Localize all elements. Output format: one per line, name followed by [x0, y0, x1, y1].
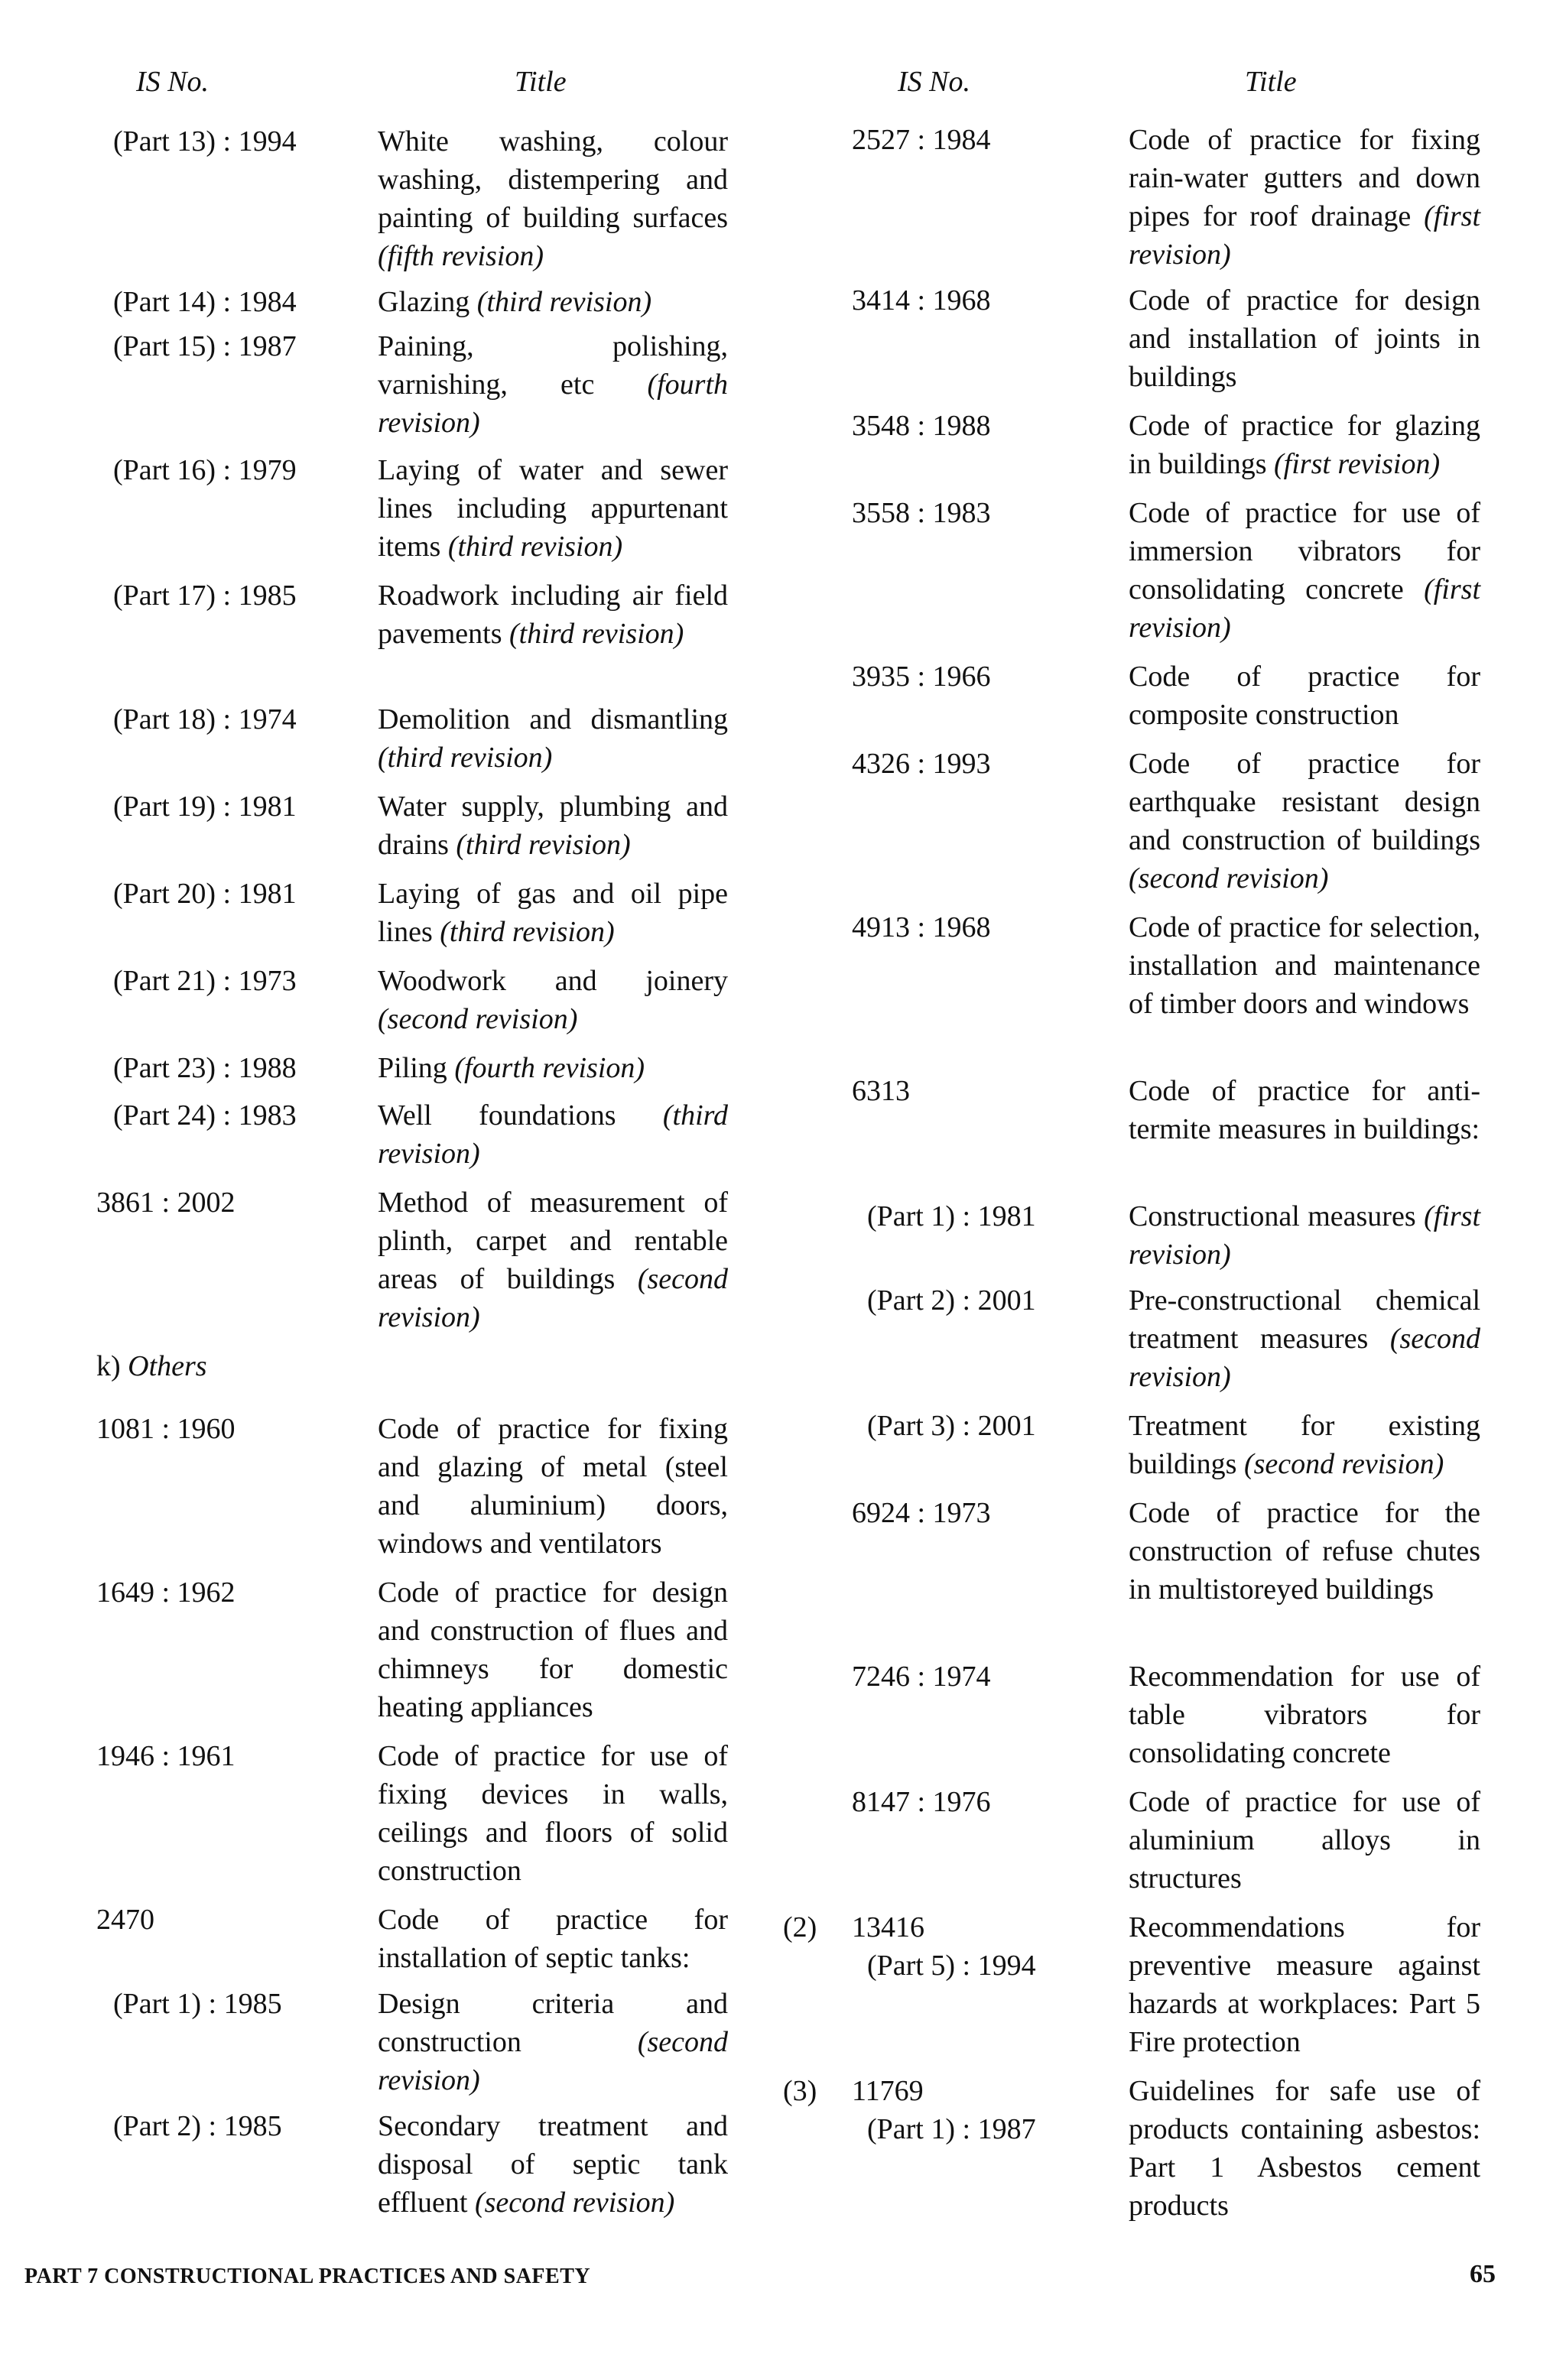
entry-title — [378, 2107, 728, 2222]
entry-title — [378, 1096, 728, 1173]
entry-title — [378, 1985, 728, 2099]
is-number — [852, 1072, 910, 1110]
section-k-letter: k) — [96, 1350, 121, 1382]
revision-note: (fifth revision) — [378, 240, 544, 272]
is-number — [96, 1410, 236, 1448]
entry-title-text: Demolition and dismantling — [378, 703, 728, 735]
is-number — [113, 327, 297, 365]
is-number — [867, 1197, 1036, 1235]
entry-title-text: Guidelines for safe use of products containing asbestos: Part 1 Asbestos cement products — [1129, 2075, 1480, 2222]
revision-note: (first revision) — [1129, 1200, 1481, 1271]
entry-title-text: Code of practice for use of fixing devices in walls, ceilings and floors of solid construction — [378, 1740, 728, 1887]
entry-title — [378, 1049, 728, 1087]
entry-title-text: Code of practice for design and construction of flues and chimneys for domestic heating appliances — [378, 1576, 728, 1723]
is-number-text: (Part 17) : 1985 — [113, 580, 297, 612]
entry-title-text: Code of practice for use of immersion vibrators for consolidating concrete — [1129, 497, 1480, 606]
entry-title — [1129, 494, 1480, 647]
entry-title-text: Code of practice for selection, installation and maintenance of timber doors and windows — [1129, 911, 1480, 1020]
is-number — [113, 451, 297, 489]
is-number-text: (Part 24) : 1983 — [113, 1099, 297, 1132]
revision-note: (third revision) — [509, 618, 684, 650]
revision-note: (second revision) — [378, 1003, 578, 1035]
entry-title-text: Code of practice for fixing rain-water gutters and down pipes for roof drainage — [1129, 124, 1480, 232]
revision-note: (fourth revision) — [454, 1052, 645, 1084]
entry-title — [378, 1901, 728, 1977]
revision-note: (third revision) — [476, 286, 652, 318]
is-number — [113, 1985, 282, 2023]
entry-title — [378, 327, 728, 442]
entry-title-text: Code of practice for anti-termite measures in buildings: — [1129, 1075, 1480, 1145]
page-number: 65 — [1470, 2260, 1496, 2288]
is-number — [852, 1658, 991, 1696]
is-number — [867, 1407, 1036, 1445]
is-number — [96, 1737, 236, 1775]
entry-title — [378, 1737, 728, 1890]
section-k-label: Others — [128, 1350, 207, 1382]
entry-title — [1129, 1197, 1480, 1274]
entry-title-text: Woodwork and joinery — [378, 965, 728, 997]
is-number-text: 1081 : 1960 — [96, 1413, 236, 1445]
entry-title-text: Laying of water and sewer lines including appurtenant items — [378, 454, 728, 563]
is-number-text: 6313 — [852, 1075, 910, 1107]
is-number — [113, 787, 297, 826]
entry-title-text: Paining, polishing, varnishing, etc — [378, 330, 728, 401]
right-title-header: Title — [1245, 66, 1297, 98]
entry-title-text: Code of practice for the construction of refuse chutes in multistoreyed buildings — [1129, 1497, 1480, 1606]
is-number-text: 2527 : 1984 — [852, 124, 991, 156]
entry-title-text: Code of practice for design and installation of joints in buildings — [1129, 284, 1480, 393]
entry-title-text: White washing, colour washing, distempering and painting of building surfaces — [378, 125, 728, 234]
revision-note: (third revision) — [378, 1099, 729, 1170]
entry-number: (2) — [783, 1911, 817, 1943]
is-number — [113, 576, 297, 615]
is-number — [113, 122, 297, 161]
entry-title — [378, 283, 728, 321]
is-number-text: 4326 : 1993 — [852, 748, 991, 780]
is-number-text: 3548 : 1988 — [852, 410, 991, 442]
is-number-text: 7246 : 1974 — [852, 1661, 991, 1693]
entry-title-text: Roadwork including air field pavements — [378, 580, 728, 650]
entry-title — [378, 1410, 728, 1563]
is-number-text: (Part 1) : 1985 — [113, 1988, 282, 2020]
is-number — [852, 745, 991, 783]
entry-title-text: Well foundations — [378, 1099, 616, 1132]
is-number — [852, 494, 991, 532]
is-number-text: (Part 21) : 1973 — [113, 965, 297, 997]
entry-title-text: Secondary treatment and disposal of septic tank effluent — [378, 2110, 728, 2219]
revision-note: (second revision) — [378, 2026, 728, 2096]
is-number — [113, 700, 297, 739]
is-part-text: (Part 1) : 1987 — [867, 2113, 1036, 2145]
is-number-text: (Part 23) : 1988 — [113, 1052, 297, 1084]
entry-title-text: Water supply, plumbing and drains — [378, 791, 728, 861]
revision-note: (third revision) — [456, 829, 631, 861]
entry-title-text: Recommendation for use of table vibrators for consolidating concrete — [1129, 1661, 1480, 1769]
entry-title-text: Code of practice for glazing in buildings — [1129, 410, 1480, 480]
is-number-text: (Part 18) : 1974 — [113, 703, 297, 735]
revision-note: (second revision) — [1243, 1448, 1444, 1480]
entry-title-text: Method of measurement of plinth, carpet and rentable areas of buildings — [378, 1187, 728, 1295]
entry-title-text: Treatment for existing buildings — [1129, 1410, 1480, 1480]
is-number-text: (Part 19) : 1981 — [113, 791, 297, 823]
entry-title — [378, 875, 728, 951]
entry-title — [1129, 658, 1480, 734]
is-number-text: 3414 : 1968 — [852, 284, 991, 317]
is-number — [852, 121, 991, 159]
revision-note: (fourth revision) — [378, 369, 728, 439]
right-isno-header: IS No. — [898, 66, 970, 98]
entry-title-text: Constructional measures — [1129, 1200, 1416, 1232]
revision-note: (second revision) — [1129, 1323, 1480, 1393]
is-number-text: 11769 — [852, 2075, 924, 2107]
revision-note: (third revision) — [440, 916, 615, 948]
left-isno-header: IS No. — [136, 66, 209, 98]
entry-title-text: Code of practice for use of aluminium alloys in structures — [1129, 1786, 1480, 1895]
entry-title-text: Laying of gas and oil pipe lines — [378, 878, 728, 948]
is-number — [113, 283, 297, 321]
section-k-heading — [96, 1347, 207, 1385]
is-number-text: (Part 14) : 1984 — [113, 286, 297, 318]
entry-title-text: Code of practice for installation of septic tanks: — [378, 1904, 728, 1974]
is-number-text: (Part 15) : 1987 — [113, 330, 297, 362]
is-number-text: 1946 : 1961 — [96, 1740, 236, 1772]
is-part-text: (Part 5) : 1994 — [867, 1950, 1036, 1982]
is-number — [113, 962, 297, 1000]
is-number — [852, 407, 991, 445]
entry-title-text: Pre-constructional chemical treatment measures — [1129, 1284, 1480, 1355]
entry-title — [378, 576, 728, 653]
entry-title — [378, 787, 728, 864]
entry-title — [378, 451, 728, 566]
entry-title — [1129, 407, 1480, 483]
entry-title — [378, 700, 728, 777]
revision-note: (second revision) — [1129, 862, 1329, 895]
is-number — [96, 1901, 154, 1939]
is-number — [852, 281, 991, 320]
is-number-text: (Part 3) : 2001 — [867, 1410, 1036, 1442]
entry-title-text: Piling — [378, 1052, 447, 1084]
revision-note: (third revision) — [447, 531, 623, 563]
revision-note: (first revision) — [1274, 448, 1441, 480]
is-number-text: (Part 2) : 2001 — [867, 1284, 1036, 1317]
entry-title — [1129, 1658, 1480, 1772]
is-number — [96, 1184, 236, 1222]
entry-title-text: Glazing — [378, 286, 470, 318]
entry-title — [1129, 745, 1480, 898]
is-number — [113, 875, 297, 913]
entry-title — [1129, 1281, 1480, 1396]
left-title-header: Title — [515, 66, 567, 98]
entry-title — [1129, 1908, 1480, 2061]
is-number-text: 3558 : 1983 — [852, 497, 991, 529]
is-number-text: (Part 1) : 1981 — [867, 1200, 1036, 1232]
entry-title — [378, 1184, 728, 1336]
is-number-text: 8147 : 1976 — [852, 1786, 991, 1818]
entry-title-text: Design criteria and construction — [378, 1988, 728, 2058]
is-number-text: (Part 13) : 1994 — [113, 125, 297, 157]
entry-title — [1129, 908, 1480, 1023]
entry-title — [1129, 281, 1480, 396]
is-number — [113, 2107, 282, 2145]
is-number — [852, 1494, 991, 1532]
is-number-text: 3861 : 2002 — [96, 1187, 236, 1219]
is-number — [852, 908, 991, 946]
entry-title — [1129, 1407, 1480, 1483]
entry-title — [378, 122, 728, 275]
is-number-text: 4913 : 1968 — [852, 911, 991, 943]
revision-note: (first revision) — [1129, 573, 1480, 644]
revision-note: (second revision) — [474, 2187, 675, 2219]
entry-title-text: Code of practice for fixing and glazing of metal (steel and aluminium) doors, windows and ventilators — [378, 1413, 728, 1560]
entry-title — [1129, 1783, 1480, 1898]
is-number — [113, 1049, 297, 1087]
entry-title-text: Recommendations for preventive measure against hazards at workplaces: Part 5 Fire protection — [1129, 1911, 1480, 2058]
is-number — [852, 658, 991, 696]
revision-note: (third revision) — [378, 742, 553, 774]
entry-title — [1129, 2072, 1480, 2225]
entry-title — [1129, 121, 1480, 274]
entry-title-text: Code of practice for composite construction — [1129, 661, 1480, 731]
is-number-text: (Part 2) : 1985 — [113, 2110, 282, 2142]
revision-note: (second revision) — [378, 1263, 729, 1333]
entry-title — [378, 1573, 728, 1726]
footer-part-title: PART 7 CONSTRUCTIONAL PRACTICES AND SAFETY — [24, 2265, 591, 2288]
is-number-text: 13416 — [852, 1911, 924, 1943]
entry-number: (3) — [783, 2075, 817, 2107]
is-number-text: (Part 20) : 1981 — [113, 878, 297, 910]
is-number — [96, 1573, 236, 1612]
is-number — [852, 2072, 1036, 2148]
is-number — [867, 1281, 1036, 1320]
entry-title — [1129, 1072, 1480, 1148]
revision-note: (first revision) — [1129, 200, 1481, 271]
is-number — [852, 1783, 991, 1821]
is-number-text: 6924 : 1973 — [852, 1497, 991, 1529]
is-number — [852, 1908, 1036, 1985]
entry-title — [1129, 1494, 1480, 1609]
is-number-text: 1649 : 1962 — [96, 1576, 236, 1609]
entry-title — [378, 962, 728, 1038]
is-number-text: (Part 16) : 1979 — [113, 454, 297, 486]
is-number-text: 3935 : 1966 — [852, 661, 991, 693]
is-number-text: 2470 — [96, 1904, 154, 1936]
is-number — [113, 1096, 297, 1135]
entry-title-text: Code of practice for earthquake resistant design and construction of buildings — [1129, 748, 1480, 856]
